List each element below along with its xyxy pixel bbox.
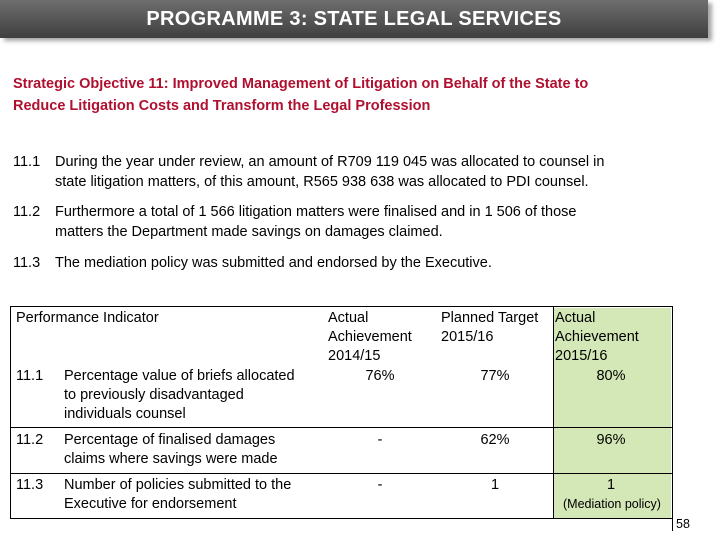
header-performance-indicator: Performance Indicator [16,310,159,326]
paragraph-number: 11.3 [13,255,41,271]
paragraph-text-cont: state litigation matters, of this amount, R565 938 638 was allocated to PDI counsel. [55,174,589,190]
row-actual-2015-16: 1 [606,477,616,493]
column-divider [553,306,554,518]
paragraph-text: During the year under review, an amount of R709 119 045 was allocated to counsel in [55,154,605,170]
row-actual-2015-16: 96% [596,432,626,448]
row-number: 11.2 [16,432,44,448]
paragraph-11-3 [13,253,703,273]
paragraph-text: Furthermore a total of 1 566 litigation matters were finalised and in 1 506 of those [55,204,577,220]
paragraph-number: 11.2 [13,204,41,220]
row-actual-2015-16: 80% [596,368,626,384]
row-actual-2014-15: - [377,432,383,448]
row-planned-target: 1 [490,477,500,493]
objective-line-2: Reduce Litigation Costs and Transform the Legal Profession [13,98,431,114]
row-actual-2014-15: 76% [365,368,395,384]
row-number: 11.3 [16,477,44,493]
paragraph-text: The mediation policy was submitted and endorsed by the Executive. [55,255,492,271]
header-planned-target: Planned Target 2015/16 [441,310,539,345]
objective-line-1: Strategic Objective 11: Improved Management of Litigation on Behalf of the State to [13,76,589,92]
header-actual-2015-16: Actual Achievement 2015/16 [555,310,639,364]
row-divider [10,473,672,474]
title-bar [0,0,708,38]
paragraph-number: 11.1 [13,154,41,170]
row-indicator: Percentage value of briefs allocated to previously disadvantaged individuals counsel [64,368,295,422]
paragraph-11-1 [13,152,703,192]
row-planned-target: 77% [480,368,510,384]
row-planned-target: 62% [480,432,510,448]
header-actual-2014-15: Actual Achievement 2014/15 [328,310,412,364]
row-indicator: Number of policies submitted to the Executive for endorsement [64,477,292,512]
page-title: PROGRAMME 3: STATE LEGAL SERVICES [146,8,562,30]
row-divider [10,427,672,428]
row-number: 11.1 [16,368,44,384]
row-note: (Mediation policy) [563,497,661,511]
page-number: 58 [672,517,693,531]
paragraph-11-2 [13,202,703,242]
paragraph-text-cont: matters the Department made savings on damages claimed. [55,224,443,240]
strategic-objective [13,73,703,117]
row-indicator: Percentage of finalised damages claims where savings were made [64,432,278,467]
row-actual-2014-15: - [377,477,383,493]
